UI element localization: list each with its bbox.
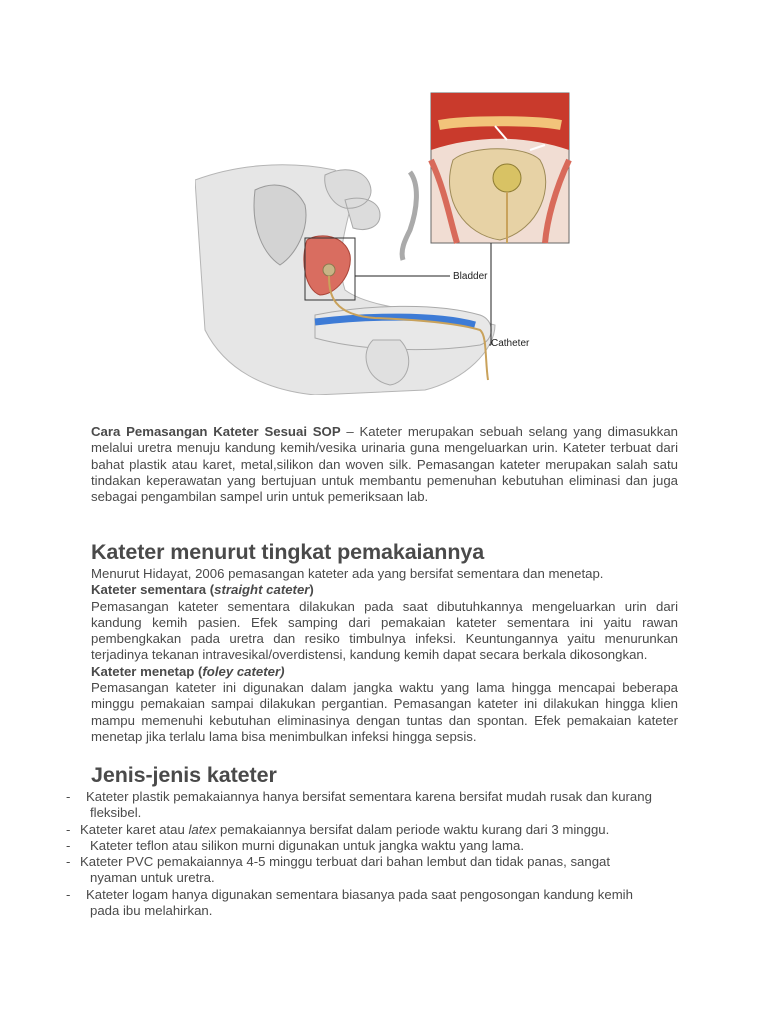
permanent-catheter-text: Pemasangan kateter ini digunakan dalam jangka waktu yang lama hingga mencapai beberapa minggu pemakaian sampai dilakukan pergantian. Pemasangan kateter ini dilakukan hingga klien mampu memenuhi kebutuhan eliminasinya dengan tuntas dan spontan. Efek pemakaian kateter menetap jika terlalu lama bisa menimbulkan infeksi hingga sepsis.	[91, 680, 678, 744]
usage-heading: Kateter menurut tingkat pemakaiannya	[91, 540, 485, 564]
usage-intro: Menurut Hidayat, 2006 pemasangan kateter ada yang bersifat sementara dan menetap.	[91, 566, 604, 581]
usage-section	[91, 566, 678, 745]
spine	[402, 172, 416, 260]
intro-text: Kateter merupakan sebuah selang yang dimasukkan melalui uretra menuju kandung kemih/vesika urinaria guna mengeluarkan urin. Kateter terbuat dari bahat plastik atau karet, metal,silikon dan woven silk. Pemasangan kateter merupakan salah satu tindakan keperawatan yang bertujuan untuk membantu pemenuhan kebutuhan eliminasi dan juga sebagai pengambilan sampel urin untuk pemeriksaan lab.	[91, 424, 678, 505]
catheter-anatomy-illustration	[195, 90, 575, 395]
intro-dash: –	[340, 424, 360, 439]
bladder-label: Bladder	[453, 271, 488, 282]
temporary-catheter-title: Kateter sementara (straight cateter)	[91, 582, 314, 598]
intro-lead: Cara Pemasangan Kateter Sesuai SOP	[91, 424, 341, 439]
catheter-label: Catheter	[491, 338, 530, 349]
permanent-catheter-title: Kateter menetap (foley cateter)	[91, 663, 285, 679]
types-heading: Jenis-jenis kateter	[91, 763, 277, 787]
catheter-types-list	[66, 789, 678, 919]
list-item: - Kateter logam hanya digunakan sementara biasanya pada saat pengosongan kandung kemih pada ibu melahirkan.	[66, 886, 633, 919]
list-item: - Kateter PVC pemakaiannya 4-5 minggu terbuat dari bahan lembut dan tidak panas, sangat nyaman untuk uretra.	[66, 854, 611, 886]
list-item: - Kateter plastik pemakaiannya hanya bersifat sementara karena bersifat mudah rusak dan kurang fleksibel.	[66, 789, 652, 821]
list-item: - Kateter karet atau latex pemakaiannya bersifat dalam periode waktu kurang dari 3 minggu.	[66, 821, 610, 837]
anatomy-drawing	[195, 90, 575, 395]
list-item: - Kateter teflon atau silikon murni digunakan untuk jangka waktu yang lama.	[66, 837, 524, 853]
temporary-catheter-text: Pemasangan kateter sementara dilakukan pada saat dibutuhkannya mengeluarkan urin dari kandung kemih pasien. Efek samping dari pemakaian kateter sementara ini yaitu rawan pembengkakan pada uretra dan resiko timbulnya infeksi. Keuntungannya yaitu menurunkan terjadinya tekanan intravesikal/overdistensi, kandung kemih dapat secara berkala dikosongkan.	[91, 598, 678, 663]
catheter-balloon-small	[323, 264, 335, 276]
intro-paragraph	[91, 424, 678, 505]
inset-zoom	[431, 93, 569, 243]
